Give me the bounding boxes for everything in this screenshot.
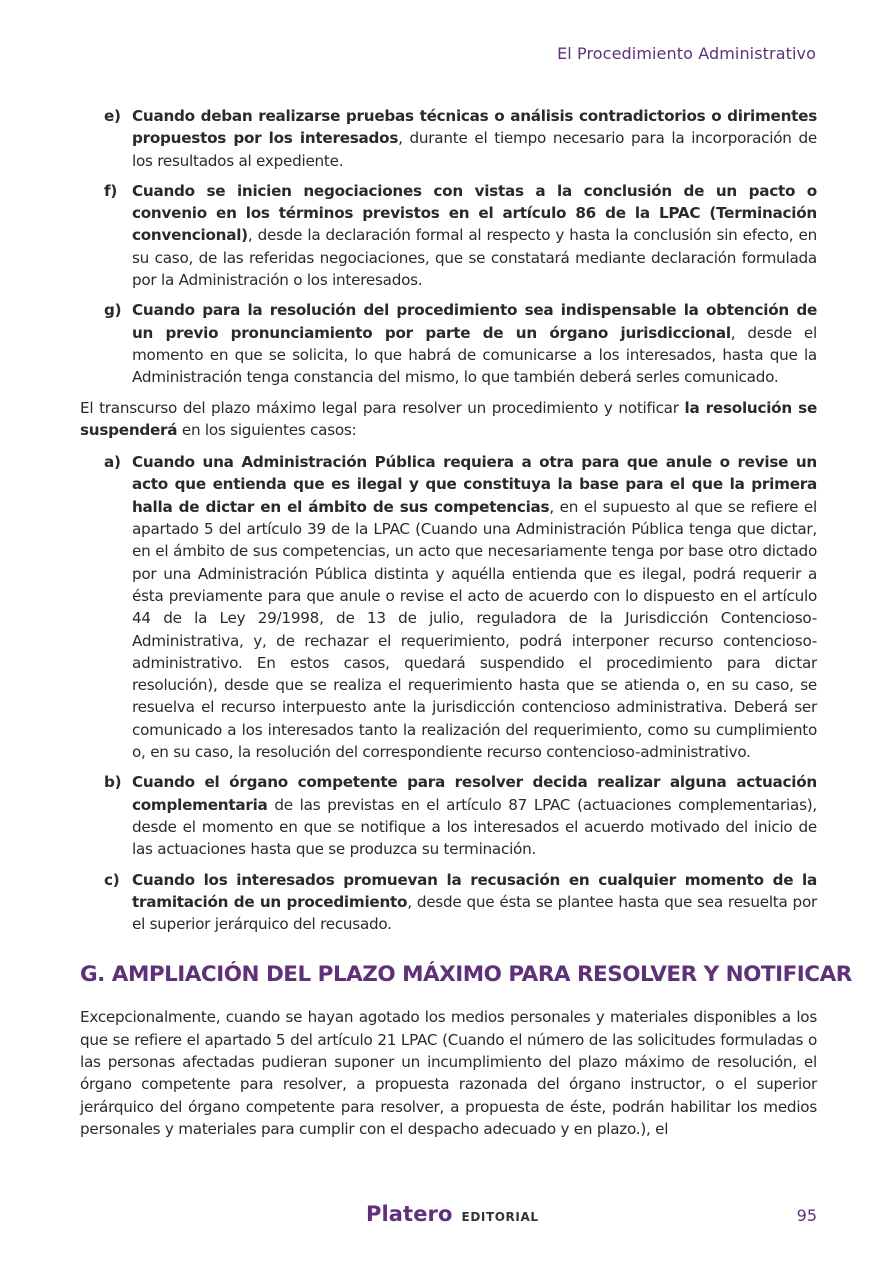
list-item-bold: Cuando para la resolución del procedimiento sea indispensable la obtención de un previo pronunciamiento por parte de un órgano jurisdiccional	[132, 301, 817, 342]
list-item-label: f)	[104, 181, 118, 200]
list-item-body: , desde la declaración formal al respecto y hasta la conclusión sin efecto, en su caso, de las referidas negociaciones, que se constatará mediante declaración formulada por la Administración o los interesados.	[132, 226, 817, 290]
list-item-text	[132, 180, 817, 291]
list-item-e	[80, 105, 817, 172]
list-item-text	[132, 299, 817, 388]
list-item-b	[80, 771, 817, 860]
list-item-body: , durante el tiempo necesario para la incorporación de los resultados al expediente.	[132, 129, 817, 170]
list-item-a	[80, 451, 817, 763]
list-item-bold: Cuando el órgano competente para resolver decida realizar alguna actuación complementaria	[132, 773, 817, 814]
list-item-label: a)	[104, 453, 121, 472]
section-heading: G. AMPLIACIÓN DEL PLAZO MÁXIMO PARA RESOLVER Y NOTIFICAR	[80, 962, 852, 988]
list-item-g	[80, 299, 817, 388]
list-item-bold: Cuando deban realizarse pruebas técnicas o análisis contradictorios o dirimentes propuestos por los interesados	[132, 107, 817, 148]
page-number: 95	[796, 1206, 817, 1225]
list-item-label: b)	[104, 773, 122, 792]
list-item-label: g)	[104, 301, 122, 320]
page-content	[80, 105, 852, 1150]
list-item-text	[132, 771, 817, 860]
section-paragraph: Excepcionalmente, cuando se hayan agotado los medios personales y materiales disponibles a los que se refiere el apartado 5 del artículo 21 LPAC (Cuando el número de las solicitudes formuladas o las personas afectadas pudieran suponer un incumplimiento del plazo máximo de resolución, el órgano competente para resolver, a propuesta razonada del órgano instructor, o el superior jerárquico del órgano competente para resolver, a propuesta de éste, podrán habilitar los medios personales y materiales para cumplir con el despacho adecuado y en plazo.), el	[80, 1008, 817, 1138]
list-item-label: e)	[104, 107, 121, 125]
list-item-text	[132, 105, 817, 172]
list-item-bold: Cuando una Administración Pública requiera a otra para que anule o revise un acto que entienda que es ilegal y que constituya la base para el que la primera halla de dictar en el ámbito de sus competencias	[132, 453, 817, 516]
list-item-f	[80, 180, 817, 291]
list-item-text	[132, 451, 817, 763]
running-header-title: El Procedimiento Administrativo	[557, 44, 816, 63]
list-item-body: , desde que ésta se plantee hasta que sea resuelta por el superior jerárquico del recusado.	[132, 892, 817, 934]
list-item-c	[80, 869, 817, 936]
list-item-bold: Cuando se inicien negociaciones con vistas a la conclusión de un pacto o convenio en los términos previstos en el artículo 86 de la LPAC (Terminación convencional)	[132, 181, 817, 245]
brand-subtitle: EDITORIAL	[461, 1210, 539, 1224]
publisher-logo	[366, 1202, 539, 1226]
list-item-body: de las previstas en el artículo 87 LPAC (actuaciones complementarias), desde el momento en que se notifique a los interesados el acuerdo motivado del inicio de las actuaciones hasta que se produzca su terminación.	[132, 795, 817, 859]
intro-bold: la resolución se suspenderá	[80, 398, 817, 439]
list-item-bold: Cuando los interesados promuevan la recusación en cualquier momento de la tramitación de un procedimiento	[132, 870, 817, 911]
intro-paragraph	[80, 397, 817, 442]
intro-text: El transcurso del plazo máximo legal para resolver un procedimiento y notificar	[80, 398, 685, 417]
list-item-label: c)	[104, 870, 120, 889]
brand-name: Platero	[366, 1202, 453, 1226]
list-item-text	[132, 869, 817, 936]
intro-text-after: en los siguientes casos:	[177, 420, 357, 439]
list-item-body: , desde el momento en que se solicita, lo que habrá de comunicarse a los interesados, hasta que la Administración tenga constancia del mismo, lo que también deberá serles comunicado.	[132, 323, 817, 387]
list-item-body: , en el supuesto al que se refiere el apartado 5 del artículo 39 de la LPAC (Cuando una Administración Pública tenga que dictar, en el ámbito de sus competencias, un acto que necesariamente tenga por base otro dictado por una Administración Pública distinta y aquélla entienda que es ilegal, podrá requerir a ésta previamente para que anule o revise el acto de acuerdo con lo dispuesto en el artículo 44 de la Ley 29/1998, de 13 de julio, reguladora de la Jurisdicción Contencioso- Administrativa, y, de rechazar el requerimiento, podrá interponer recurso contencioso-administrativo. En estos casos, quedará suspendido el procedimiento para dictar resolución), desde que se realiza el requerimiento hasta que se atienda o, en su caso, se resuelva el recurso interpuesto ante la jurisdicción contencioso administrativa. Deberá ser comunicado a los interesados tanto la realización del requerimiento, como su cumplimiento o, en su caso, la resolución del correspondiente recurso contencioso-administrativo.	[132, 497, 817, 762]
